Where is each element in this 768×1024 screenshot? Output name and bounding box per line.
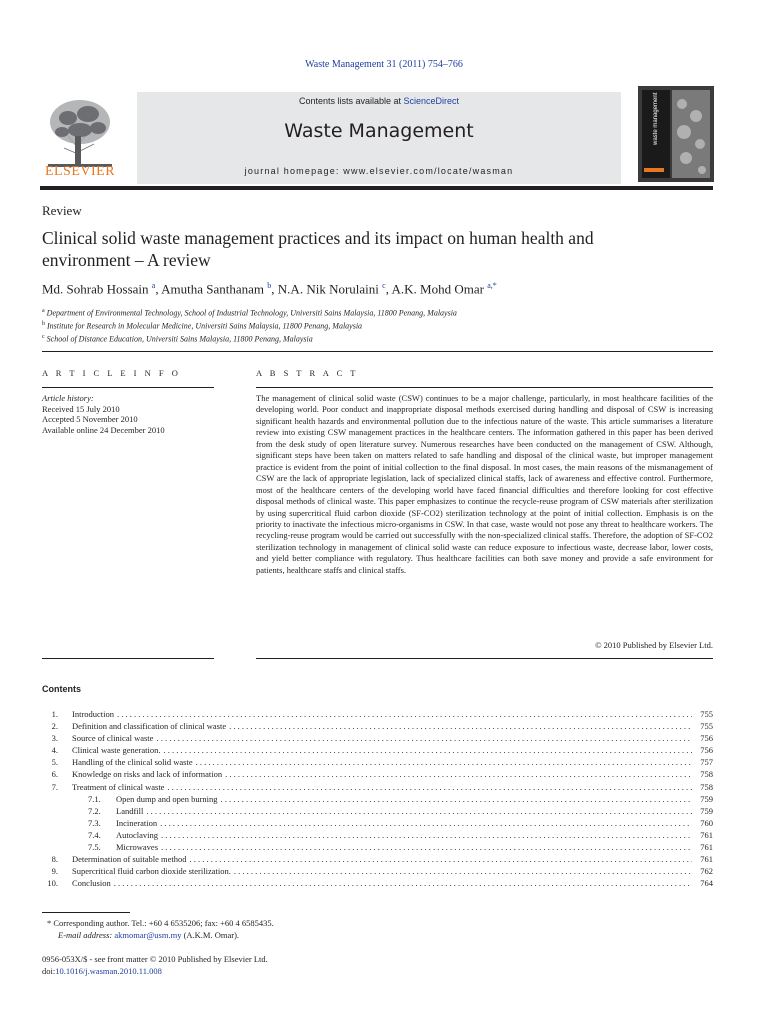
toc-leader-dots xyxy=(117,708,692,720)
affiliation-item xyxy=(42,319,457,332)
toc-title: Supercritical fluid carbon dioxide sterilization. xyxy=(72,866,231,877)
toc-page-number: 755 xyxy=(700,721,713,732)
toc-number: 7. xyxy=(51,781,58,792)
toc-number: 7.3. xyxy=(88,817,101,828)
toc-page-number: 761 xyxy=(700,829,713,840)
toc-entry[interactable] xyxy=(42,744,713,756)
received-date: Received 15 July 2010 xyxy=(42,403,120,414)
abstract-bottom-rule xyxy=(256,658,713,659)
toc-page-number: 759 xyxy=(700,805,713,816)
toc-entry[interactable] xyxy=(42,793,713,805)
accepted-date: Accepted 5 November 2010 xyxy=(42,414,138,424)
toc-entry[interactable] xyxy=(42,732,713,744)
toc-leader-dots xyxy=(221,793,692,805)
toc-title: Autoclaving xyxy=(116,829,159,840)
footer xyxy=(42,953,268,977)
toc-title: Conclusion xyxy=(72,878,111,889)
contents-heading: Contents xyxy=(42,684,81,694)
toc-number: 6. xyxy=(51,769,58,780)
journal-cover-image xyxy=(638,86,714,182)
history-label: Article history: xyxy=(42,393,94,403)
toc-title: Clinical waste generation. xyxy=(72,745,161,756)
affiliation-marker: a xyxy=(42,308,45,314)
doi-link[interactable]: 10.1016/j.wasman.2010.11.008 xyxy=(55,966,162,976)
toc-page-number: 758 xyxy=(700,781,713,792)
toc-title: Landfill xyxy=(116,805,144,816)
toc-number: 2. xyxy=(51,721,58,732)
toc-number: 3. xyxy=(51,733,58,744)
toc-entry[interactable] xyxy=(42,781,713,793)
article-info-heading: A R T I C L E I N F O xyxy=(42,368,181,378)
article-info-bottom-rule xyxy=(42,658,214,659)
elsevier-logo[interactable] xyxy=(40,92,120,184)
toc-page-number: 762 xyxy=(700,866,713,877)
toc-title: Determination of suitable method xyxy=(72,854,187,865)
toc-title: Source of clinical waste xyxy=(72,733,154,744)
footnote-rule xyxy=(42,912,130,913)
toc-page-number: 756 xyxy=(700,733,713,744)
journal-homepage[interactable]: journal homepage: www.elsevier.com/locate/wasman xyxy=(244,166,514,176)
toc-leader-dots xyxy=(189,853,692,865)
toc-title: Open dump and open burning xyxy=(116,793,218,804)
elsevier-wordmark: ELSEVIER xyxy=(44,164,116,179)
toc-page-number: 761 xyxy=(700,842,713,853)
doi-line xyxy=(42,965,268,977)
toc-title: Treatment of clinical waste xyxy=(72,781,165,792)
toc-page-number: 759 xyxy=(700,793,713,804)
footnote xyxy=(42,917,274,941)
toc-entry[interactable] xyxy=(42,817,713,829)
author-list: Md. Sohrab Hossain $^a$, Amutha Santhanam $^b$, N.A. Nik Norulaini $^c$, A.K. Mohd Omar $^{a,*}$ xyxy=(42,281,497,297)
affiliation-text: School of Distance Education, Universiti Sains Malaysia, 11800 Penang, Malaysia xyxy=(46,334,313,344)
abstract-text: The management of clinical solid waste (CSW) continues to be a major challenge, particularly, in most healthcare facilities of the developing world. Poor conduct and inappropriate disposal methods exercised during handling and disposal of CSW is increasing significant health hazards and environmental pollution due to the infectious nature of the waste. This article summarises a literature review into existing CSW management practices in the healthcare centers. The information gathered in this paper has been derived from the desk study of open literature survey. Numerous researches have been conducted on the management of CSW. Although, significant steps have been taken on matters related to safe handling and disposal of the clinical waste, but improper management practice is evident from the point of initial collection to the final disposal. In most cases, the main reasons of the mismanagement of CSW are the lack of appropriate legislation, lack of specialized clinical staffs, lack of awareness and effective control. Furthermore, most of the healthcare centers of the developing world have faced financial difficulties and therefore looking for cost effective disposal methods of clinical waste. This paper emphasizes to continue the recycle-reuse program of CSW materials after sterilization by using supercritical fluid carbon dioxide (SF-CO2) sterilization technology at the point of initial collection. Emphasis is on the priority to inactivate the infectious micro-organisms in CSW. In that case, waste would not pose any threat to healthcare workers. The recycling-reuse program would be carried out successfully with the non-specialized clinical staffs. Therefore, the adoption of SF-CO2 sterilization technology in management of clinical solid waste can reduce exposure to infectious waste, decrease labor, lower costs, and yield better compliance with regulatory. Thus healthcare facilities can both save money and provide a safe environment for patients, healthcare staffs and clinical staffs. xyxy=(256,393,713,575)
toc-number: 1. xyxy=(51,709,58,719)
toc-leader-dots xyxy=(234,865,692,877)
corresponding-author-note: * Corresponding author. Tel.: +60 4 6535206; fax: +60 4 6585435. xyxy=(47,918,274,928)
affiliation-text: Department of Environmental Technology, School of Industrial Technology, Universiti Sains Malaysia, 11800 Penang, Malaysia xyxy=(46,308,457,318)
email-label: E-mail address: xyxy=(58,930,113,940)
cover-title: waste management xyxy=(653,92,659,145)
toc-page-number: 764 xyxy=(700,878,713,889)
article-info-rule xyxy=(42,387,214,388)
affiliation-marker: c xyxy=(42,334,45,341)
toc-entry[interactable] xyxy=(42,708,713,720)
abstract-rule xyxy=(256,387,713,388)
toc-number: 8. xyxy=(51,854,58,865)
email-suffix: (A.K.M. Omar). xyxy=(183,930,240,940)
toc-leader-dots xyxy=(161,841,692,853)
email-link[interactable]: akmomar@usm.my xyxy=(114,930,182,940)
toc-entry[interactable] xyxy=(42,865,713,877)
contents-available-line xyxy=(137,96,621,106)
abstract-copyright: © 2010 Published by Elsevier Ltd. xyxy=(595,640,713,650)
toc-entry[interactable] xyxy=(42,853,713,865)
article-type: Review xyxy=(42,203,82,218)
doi-prefix: doi: xyxy=(42,966,56,976)
toc-title: Knowledge on risks and lack of information xyxy=(72,769,223,780)
toc-leader-dots xyxy=(229,720,692,732)
author-affiliation-marker[interactable]: b xyxy=(267,281,272,290)
toc-entry[interactable] xyxy=(42,756,713,768)
toc-leader-dots xyxy=(114,877,692,889)
abstract-heading: A B S T R A C T xyxy=(256,368,359,378)
toc-page-number: 755 xyxy=(700,709,713,719)
toc-leader-dots xyxy=(156,732,692,744)
journal-title: Waste Management xyxy=(284,120,474,142)
toc-leader-dots xyxy=(167,781,692,793)
table-of-contents xyxy=(42,708,713,889)
toc-title: Introduction xyxy=(72,709,115,719)
toc-title: Handling of the clinical solid waste xyxy=(72,757,193,768)
contents-prefix: Contents lists available at xyxy=(298,96,404,106)
toc-entry[interactable] xyxy=(42,720,713,732)
affiliations xyxy=(42,306,457,345)
author-name: A.K. Mohd Omar xyxy=(391,281,484,297)
affiliation-item xyxy=(42,306,457,319)
toc-number: 7.1. xyxy=(88,793,101,804)
toc-leader-dots xyxy=(164,744,692,756)
toc-page-number: 758 xyxy=(700,769,713,780)
toc-leader-dots xyxy=(146,805,692,817)
toc-number: 5. xyxy=(51,757,58,768)
article-history xyxy=(42,393,165,435)
toc-title: Microwaves xyxy=(116,842,159,853)
toc-number: 9. xyxy=(51,866,58,877)
sciencedirect-link[interactable]: ScienceDirect xyxy=(403,96,460,106)
toc-title: Definition and classification of clinical waste xyxy=(72,721,227,732)
email-line xyxy=(42,929,274,941)
toc-entry[interactable] xyxy=(42,805,713,817)
toc-number: 7.5. xyxy=(88,842,101,853)
toc-leader-dots xyxy=(196,756,692,768)
author-affiliation-marker[interactable]: a xyxy=(151,281,156,290)
toc-number: 7.4. xyxy=(88,829,101,840)
affiliation-item xyxy=(42,332,457,345)
toc-entry[interactable] xyxy=(42,841,713,853)
toc-entry[interactable] xyxy=(42,877,713,889)
online-date: Available online 24 December 2010 xyxy=(42,424,165,435)
toc-page-number: 757 xyxy=(700,757,713,768)
toc-page-number: 761 xyxy=(700,854,713,865)
toc-number: 10. xyxy=(47,878,58,889)
toc-number: 7.2. xyxy=(88,805,101,816)
toc-leader-dots xyxy=(225,768,692,780)
title-divider xyxy=(42,351,713,352)
author-name: Md. Sohrab Hossain xyxy=(42,281,149,297)
header-divider xyxy=(40,186,713,190)
journal-reference[interactable]: Waste Management 31 (2011) 754–766 xyxy=(305,59,463,70)
toc-entry[interactable] xyxy=(42,829,713,841)
toc-page-number: 760 xyxy=(700,817,713,828)
issn-line: 0956-053X/$ - see front matter © 2010 Published by Elsevier Ltd. xyxy=(42,954,268,964)
affiliation-marker: b xyxy=(42,321,45,328)
affiliation-text: Institute for Research in Molecular Medicine, Universiti Sains Malaysia, 11800 Penang, Malaysia xyxy=(47,321,363,331)
toc-page-number: 756 xyxy=(700,745,713,756)
author-affiliation-marker[interactable]: a,* xyxy=(487,281,497,290)
author-name: Amutha Santhanam xyxy=(161,281,265,297)
article-title: Clinical solid waste management practices and its impact on human health and environment – A review xyxy=(42,228,594,270)
journal-cover-thumbnail[interactable] xyxy=(638,86,714,182)
toc-leader-dots xyxy=(160,817,692,829)
toc-leader-dots xyxy=(161,829,692,841)
author-affiliation-marker[interactable]: c xyxy=(382,281,386,290)
author-name: N.A. Nik Norulaini xyxy=(277,281,379,297)
toc-title: Incineration xyxy=(116,817,158,828)
toc-entry[interactable] xyxy=(42,768,713,780)
toc-number: 4. xyxy=(51,745,58,756)
